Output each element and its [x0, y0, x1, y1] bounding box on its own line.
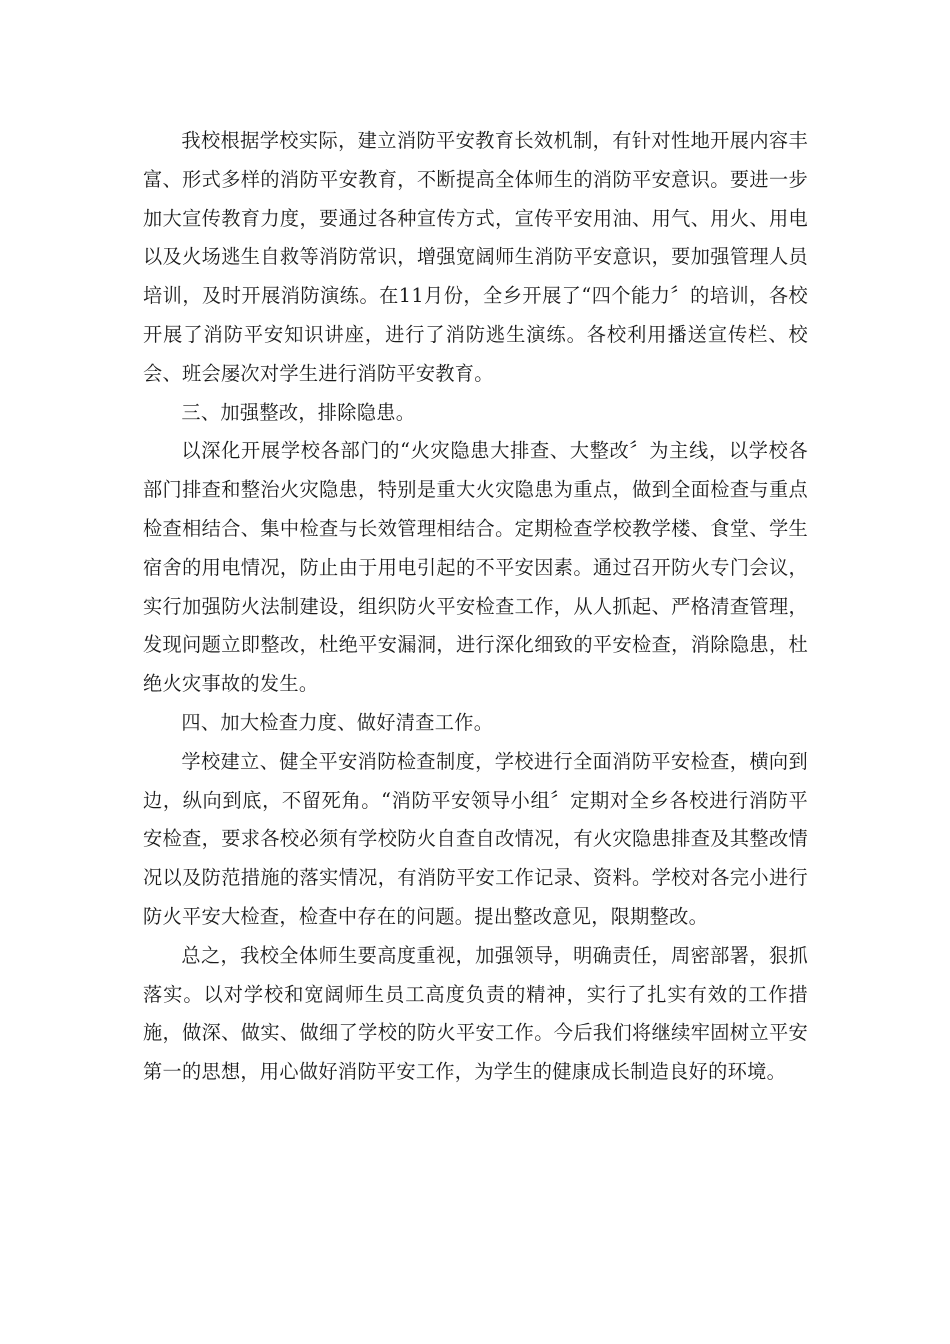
paragraph-fire-safety-education: 我校根据学校实际，建立消防平安教育长效机制，有针对性地开展内容丰富、形式多样的消防平安教育，不断提高全体师生的消防平安意识。要进一步加大宣传教育力度，要通过各种宣传方式，宣传平安用油、用气、用火、用电以及火场逃生自救等消防常识，增强宽阔师生消防平安意识，要加强管理人员培训，及时开展消防演练。在11月份，全乡开展了“四个能力〞的培训，各校开展了消防平安知识讲座，进行了消防逃生演练。各校利用播送宣传栏、校会、班会屡次对学生进行消防平安教育。	[143, 129, 808, 385]
paragraph-summary: 总之，我校全体师生要高度重视，加强领导，明确责任，周密部署，狠抓落实。以对学校和宽阔师生员工高度负责的精神，实行了扎实有效的工作措施，做深、做实、做细了学校的防火平安工作。今后我们将继续牢固树立平安第一的思想，用心做好消防平安工作，为学生的健康成长制造良好的环境。	[143, 943, 808, 1084]
section-heading-inspection: 四、加大检查力度、做好清查工作。	[181, 710, 494, 734]
paragraph-hazard-inspection: 以深化开展学校各部门的“火灾隐患大排查、大整改〞为主线，以学校各部门排查和整治火灾隐患，特别是重大火灾隐患为重点，做到全面检查与重点检查相结合、集中检查与长效管理相结合。定期检查学校教学楼、食堂、学生宿舍的用电情况，防止由于用电引起的不平安因素。通过召开防火专门会议，实行加强防火法制建设，组织防火平安检查工作，从人抓起、严格清查管理，发现问题立即整改，杜绝平安漏洞，进行深化细致的平安检查，消除隐患，杜绝火灾事故的发生。	[143, 439, 808, 696]
section-heading-rectification: 三、加强整改，排除隐患。	[181, 400, 416, 424]
document-body	[143, 122, 808, 1092]
paragraph-inspection-system: 学校建立、健全平安消防检查制度，学校进行全面消防平安检查，横向到边，纵向到底，不留死角。“消防平安领导小组〞定期对全乡各校进行消防平安检查，要求各校必须有学校防火自查自改情况，有火灾隐患排查及其整改情况以及防范措施的落实情况，有消防平安工作记录、资料。学校对各完小进行防火平安大检查，检查中存在的问题。提出整改意见，限期整改。	[143, 749, 808, 928]
